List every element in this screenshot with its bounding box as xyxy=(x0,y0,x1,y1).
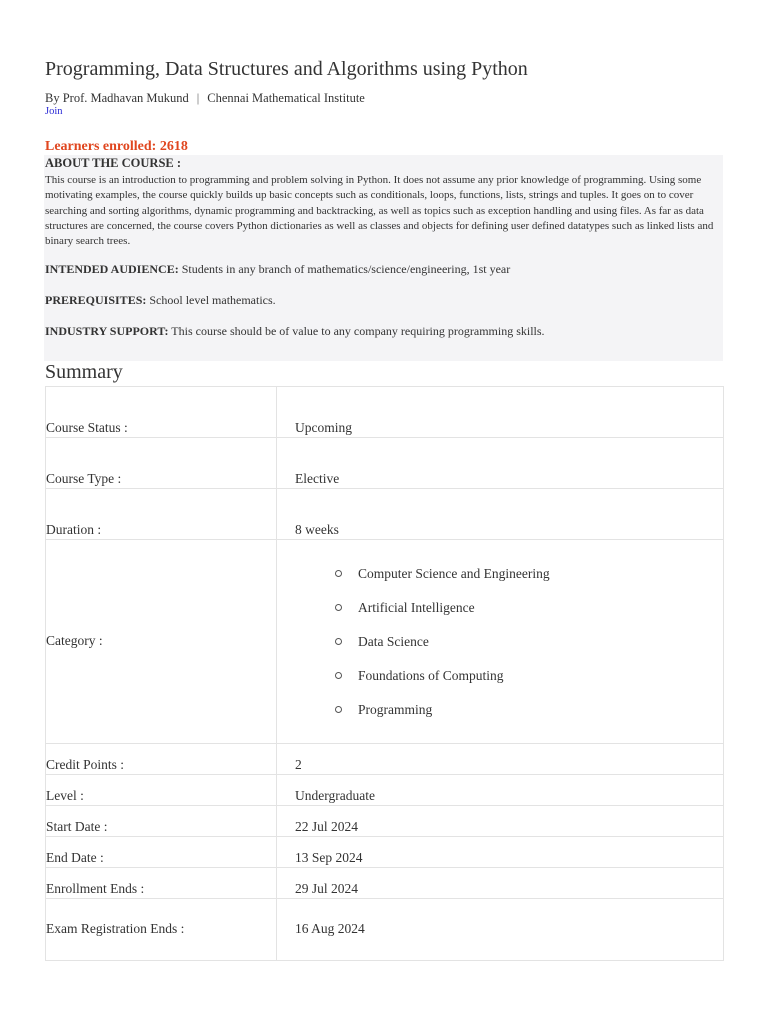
table-row xyxy=(46,837,724,868)
start-date-value: 22 Jul 2024 xyxy=(277,806,724,837)
course-status-label: Course Status : xyxy=(46,387,277,438)
circle-bullet-icon xyxy=(335,706,342,713)
circle-bullet-icon xyxy=(335,604,342,611)
credit-points-label: Credit Points : xyxy=(46,744,277,775)
exam-registration-ends-label: Exam Registration Ends : xyxy=(46,899,277,961)
summary-table xyxy=(45,386,724,961)
course-type-label: Course Type : xyxy=(46,438,277,489)
table-row xyxy=(46,540,724,744)
table-row xyxy=(46,387,724,438)
list-item: Artificial Intelligence xyxy=(335,599,723,616)
circle-bullet-icon xyxy=(335,570,342,577)
about-course-description: This course is an introduction to programming and problem solving in Python. It does not assume any prior knowledge of programming. Using some motivating examples, the course quickly builds up basic concepts such as conditionals, loops, functions, lists, strings and tuples. It goes on to cover searching and sorting algorithms, dynamic programming and backtracking, as well as topics such as exception handling and using files. As far as data structures are concerned, the course covers Python dictionaries as well as classes and objects for defining user defined datatypes such as linked lists and binary search trees. xyxy=(45,174,714,248)
list-item: Programming xyxy=(335,701,723,718)
table-row xyxy=(46,775,724,806)
list-item: Foundations of Computing xyxy=(335,667,723,684)
enrollment-ends-value: 29 Jul 2024 xyxy=(277,868,724,899)
join-link[interactable]: Join xyxy=(45,106,63,117)
circle-bullet-icon xyxy=(335,672,342,679)
circle-bullet-icon xyxy=(335,638,342,645)
instructor-name: By Prof. Madhavan Mukund xyxy=(45,91,189,105)
intended-audience-value: Students in any branch of mathematics/science/engineering, 1st year xyxy=(181,262,511,276)
course-type-value: Elective xyxy=(277,438,724,489)
institute-name: Chennai Mathematical Institute xyxy=(207,91,365,105)
end-date-value: 13 Sep 2024 xyxy=(277,837,724,868)
byline-separator: | xyxy=(196,91,200,105)
credit-points-value: 2 xyxy=(277,744,724,775)
industry-support-value: This course should be of value to any company requiring programming skills. xyxy=(171,324,545,338)
category-value xyxy=(277,540,724,744)
prerequisites xyxy=(45,293,276,308)
table-row xyxy=(46,438,724,489)
start-date-label: Start Date : xyxy=(46,806,277,837)
industry-support xyxy=(45,324,545,339)
duration-value: 8 weeks xyxy=(277,489,724,540)
enrollment-ends-label: Enrollment Ends : xyxy=(46,868,277,899)
level-label: Level : xyxy=(46,775,277,806)
list-item: Computer Science and Engineering xyxy=(335,565,723,582)
course-status-value: Upcoming xyxy=(277,387,724,438)
prerequisites-value: School level mathematics. xyxy=(149,293,276,307)
end-date-label: End Date : xyxy=(46,837,277,868)
course-title: Programming, Data Structures and Algorithms using Python xyxy=(45,58,528,80)
learners-enrolled: Learners enrolled: 2618 xyxy=(45,139,188,154)
course-byline xyxy=(45,91,365,106)
summary-heading: Summary xyxy=(45,361,123,383)
prerequisites-label: PREREQUISITES: xyxy=(45,293,147,307)
table-row xyxy=(46,806,724,837)
list-item: Data Science xyxy=(335,633,723,650)
table-row xyxy=(46,489,724,540)
level-value: Undergraduate xyxy=(277,775,724,806)
exam-registration-ends-value: 16 Aug 2024 xyxy=(277,899,724,961)
about-course-section xyxy=(44,155,723,361)
about-course-heading: ABOUT THE COURSE : xyxy=(45,156,182,170)
intended-audience-label: INTENDED AUDIENCE: xyxy=(45,262,179,276)
table-row xyxy=(46,868,724,899)
intended-audience xyxy=(45,262,510,277)
table-row xyxy=(46,899,724,961)
duration-label: Duration : xyxy=(46,489,277,540)
industry-support-label: INDUSTRY SUPPORT: xyxy=(45,324,169,338)
table-row xyxy=(46,744,724,775)
category-label: Category : xyxy=(46,540,277,744)
category-list xyxy=(295,547,723,736)
